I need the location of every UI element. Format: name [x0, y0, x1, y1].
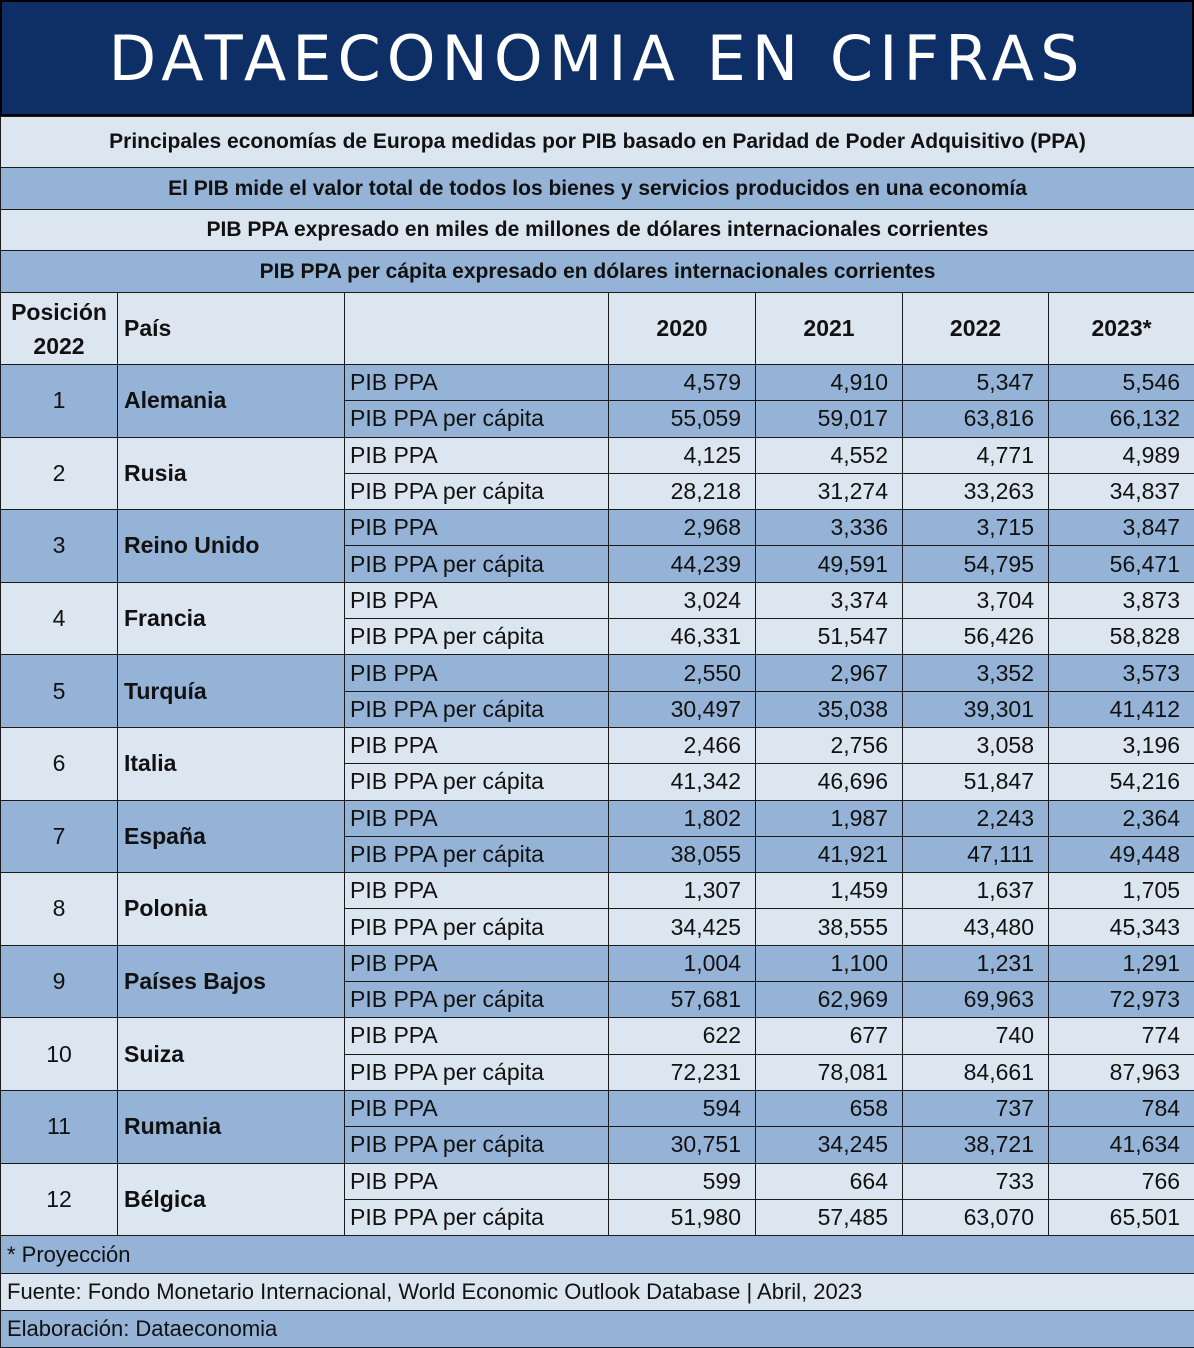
- value-cell: 1,459: [756, 873, 903, 909]
- indicator-cell: PIB PPA per cápita: [345, 546, 609, 582]
- indicator-cell: PIB PPA per cápita: [345, 982, 609, 1018]
- rank-cell: 4: [1, 582, 118, 655]
- table-row: [1, 1090, 1194, 1126]
- value-cell: 774: [1049, 1018, 1194, 1054]
- header-year-2022: 2022: [903, 293, 1049, 365]
- value-cell: 41,342: [609, 764, 756, 800]
- country-cell: Polonia: [118, 873, 345, 946]
- value-cell: 59,017: [756, 401, 903, 437]
- value-cell: 664: [756, 1163, 903, 1199]
- value-cell: 3,058: [903, 727, 1049, 763]
- value-cell: 622: [609, 1018, 756, 1054]
- indicator-cell: PIB PPA: [345, 365, 609, 401]
- country-cell: Francia: [118, 582, 345, 655]
- value-cell: 1,231: [903, 945, 1049, 981]
- banner: [0, 0, 1194, 116]
- value-cell: 3,196: [1049, 727, 1194, 763]
- value-cell: 2,968: [609, 510, 756, 546]
- value-cell: 62,969: [756, 982, 903, 1018]
- country-cell: Países Bajos: [118, 945, 345, 1018]
- source-note: Fuente: Fondo Monetario Internacional, World Economic Outlook Database | Abril, 2023: [1, 1274, 1194, 1311]
- value-cell: 1,637: [903, 873, 1049, 909]
- value-cell: 84,661: [903, 1054, 1049, 1090]
- unit-note-pib: PIB PPA expresado en miles de millones de dólares internacionales corrientes: [1, 210, 1194, 251]
- value-cell: 41,412: [1049, 691, 1194, 727]
- header-row: [1, 293, 1194, 365]
- rank-cell: 12: [1, 1163, 118, 1236]
- value-cell: 34,425: [609, 909, 756, 945]
- indicator-cell: PIB PPA per cápita: [345, 1199, 609, 1235]
- value-cell: 594: [609, 1090, 756, 1126]
- table-row: [1, 727, 1194, 763]
- value-cell: 72,231: [609, 1054, 756, 1090]
- header-year-2023: 2023*: [1049, 293, 1194, 365]
- definition-note: El PIB mide el valor total de todos los bienes y servicios producidos en una economía: [1, 168, 1194, 210]
- value-cell: 58,828: [1049, 619, 1194, 655]
- rank-cell: 10: [1, 1018, 118, 1091]
- indicator-cell: PIB PPA per cápita: [345, 1127, 609, 1163]
- definition-row: [1, 168, 1194, 210]
- country-cell: España: [118, 800, 345, 873]
- indicator-cell: PIB PPA per cápita: [345, 909, 609, 945]
- rank-cell: 9: [1, 945, 118, 1018]
- country-cell: Turquía: [118, 655, 345, 728]
- rank-cell: 3: [1, 510, 118, 583]
- header-position-label: Posición: [11, 299, 107, 325]
- country-cell: Reino Unido: [118, 510, 345, 583]
- value-cell: 51,847: [903, 764, 1049, 800]
- value-cell: 72,973: [1049, 982, 1194, 1018]
- unit-note-per-capita: PIB PPA per cápita expresado en dólares internacionales corrientes: [1, 251, 1194, 293]
- value-cell: 2,243: [903, 800, 1049, 836]
- value-cell: 1,705: [1049, 873, 1194, 909]
- value-cell: 39,301: [903, 691, 1049, 727]
- value-cell: 1,100: [756, 945, 903, 981]
- table-row: [1, 1018, 1194, 1054]
- value-cell: 57,485: [756, 1199, 903, 1235]
- value-cell: 63,070: [903, 1199, 1049, 1235]
- country-cell: Alemania: [118, 365, 345, 438]
- value-cell: 69,963: [903, 982, 1049, 1018]
- footnote-projection: * Proyección: [1, 1236, 1194, 1274]
- value-cell: 3,024: [609, 582, 756, 618]
- value-cell: 51,980: [609, 1199, 756, 1235]
- indicator-cell: PIB PPA: [345, 582, 609, 618]
- footer-row: [1, 1274, 1194, 1311]
- footer-row: [1, 1311, 1194, 1348]
- value-cell: 54,795: [903, 546, 1049, 582]
- value-cell: 63,816: [903, 401, 1049, 437]
- value-cell: 2,756: [756, 727, 903, 763]
- unit-note-per-capita-row: [1, 251, 1194, 293]
- value-cell: 766: [1049, 1163, 1194, 1199]
- indicator-cell: PIB PPA: [345, 1018, 609, 1054]
- rank-cell: 7: [1, 800, 118, 873]
- value-cell: 46,696: [756, 764, 903, 800]
- header-position: [1, 293, 118, 365]
- indicator-cell: PIB PPA per cápita: [345, 473, 609, 509]
- value-cell: 1,004: [609, 945, 756, 981]
- value-cell: 5,347: [903, 365, 1049, 401]
- table-row: [1, 800, 1194, 836]
- value-cell: 57,681: [609, 982, 756, 1018]
- indicator-cell: PIB PPA per cápita: [345, 1054, 609, 1090]
- value-cell: 784: [1049, 1090, 1194, 1126]
- indicator-cell: PIB PPA: [345, 510, 609, 546]
- value-cell: 4,579: [609, 365, 756, 401]
- indicator-cell: PIB PPA: [345, 655, 609, 691]
- indicator-cell: PIB PPA: [345, 873, 609, 909]
- value-cell: 55,059: [609, 401, 756, 437]
- value-cell: 1,802: [609, 800, 756, 836]
- value-cell: 41,634: [1049, 1127, 1194, 1163]
- value-cell: 740: [903, 1018, 1049, 1054]
- value-cell: 599: [609, 1163, 756, 1199]
- value-cell: 34,245: [756, 1127, 903, 1163]
- indicator-cell: PIB PPA: [345, 945, 609, 981]
- value-cell: 47,111: [903, 836, 1049, 872]
- value-cell: 66,132: [1049, 401, 1194, 437]
- value-cell: 1,291: [1049, 945, 1194, 981]
- credit-note: Elaboración: Dataeconomia: [1, 1311, 1194, 1348]
- value-cell: 56,426: [903, 619, 1049, 655]
- value-cell: 45,343: [1049, 909, 1194, 945]
- value-cell: 54,216: [1049, 764, 1194, 800]
- rank-cell: 5: [1, 655, 118, 728]
- table-row: [1, 582, 1194, 618]
- header-position-year: 2022: [33, 333, 84, 359]
- table-row: [1, 1163, 1194, 1199]
- value-cell: 41,921: [756, 836, 903, 872]
- indicator-cell: PIB PPA per cápita: [345, 401, 609, 437]
- banner-title: DATAECONOMIA EN CIFRAS: [109, 22, 1086, 95]
- value-cell: 49,448: [1049, 836, 1194, 872]
- country-cell: Rumania: [118, 1090, 345, 1163]
- indicator-cell: PIB PPA per cápita: [345, 764, 609, 800]
- table-row: [1, 873, 1194, 909]
- value-cell: 31,274: [756, 473, 903, 509]
- unit-note-row: [1, 210, 1194, 251]
- value-cell: 1,307: [609, 873, 756, 909]
- value-cell: 733: [903, 1163, 1049, 1199]
- indicator-cell: PIB PPA: [345, 800, 609, 836]
- country-cell: Suiza: [118, 1018, 345, 1091]
- subtitle: Principales economías de Europa medidas por PIB basado en Paridad de Poder Adquisitivo (PPA): [1, 117, 1194, 168]
- value-cell: 2,967: [756, 655, 903, 691]
- value-cell: 38,055: [609, 836, 756, 872]
- value-cell: 677: [756, 1018, 903, 1054]
- table-row: [1, 365, 1194, 401]
- footer-row: [1, 1236, 1194, 1274]
- value-cell: 3,374: [756, 582, 903, 618]
- value-cell: 3,573: [1049, 655, 1194, 691]
- value-cell: 4,910: [756, 365, 903, 401]
- indicator-cell: PIB PPA: [345, 727, 609, 763]
- table-row: [1, 437, 1194, 473]
- rank-cell: 8: [1, 873, 118, 946]
- value-cell: 3,715: [903, 510, 1049, 546]
- value-cell: 78,081: [756, 1054, 903, 1090]
- value-cell: 4,552: [756, 437, 903, 473]
- value-cell: 65,501: [1049, 1199, 1194, 1235]
- header-country: País: [118, 293, 345, 365]
- value-cell: 3,873: [1049, 582, 1194, 618]
- value-cell: 2,550: [609, 655, 756, 691]
- value-cell: 3,847: [1049, 510, 1194, 546]
- value-cell: 87,963: [1049, 1054, 1194, 1090]
- value-cell: 4,771: [903, 437, 1049, 473]
- value-cell: 3,336: [756, 510, 903, 546]
- value-cell: 4,125: [609, 437, 756, 473]
- indicator-cell: PIB PPA: [345, 437, 609, 473]
- rank-cell: 6: [1, 727, 118, 800]
- indicator-cell: PIB PPA per cápita: [345, 836, 609, 872]
- value-cell: 43,480: [903, 909, 1049, 945]
- value-cell: 1,987: [756, 800, 903, 836]
- header-year-2020: 2020: [609, 293, 756, 365]
- table-row: [1, 510, 1194, 546]
- indicator-cell: PIB PPA: [345, 1090, 609, 1126]
- value-cell: 5,546: [1049, 365, 1194, 401]
- country-cell: Italia: [118, 727, 345, 800]
- value-cell: 44,239: [609, 546, 756, 582]
- indicator-cell: PIB PPA: [345, 1163, 609, 1199]
- rank-cell: 1: [1, 365, 118, 438]
- value-cell: 35,038: [756, 691, 903, 727]
- value-cell: 2,364: [1049, 800, 1194, 836]
- value-cell: 658: [756, 1090, 903, 1126]
- value-cell: 737: [903, 1090, 1049, 1126]
- rank-cell: 2: [1, 437, 118, 510]
- rank-cell: 11: [1, 1090, 118, 1163]
- subtitle-row: [1, 117, 1194, 168]
- value-cell: 38,721: [903, 1127, 1049, 1163]
- value-cell: 56,471: [1049, 546, 1194, 582]
- country-cell: Rusia: [118, 437, 345, 510]
- value-cell: 46,331: [609, 619, 756, 655]
- value-cell: 49,591: [756, 546, 903, 582]
- value-cell: 33,263: [903, 473, 1049, 509]
- country-cell: Bélgica: [118, 1163, 345, 1236]
- value-cell: 28,218: [609, 473, 756, 509]
- value-cell: 4,989: [1049, 437, 1194, 473]
- value-cell: 34,837: [1049, 473, 1194, 509]
- value-cell: 2,466: [609, 727, 756, 763]
- value-cell: 51,547: [756, 619, 903, 655]
- gdp-table: [0, 116, 1194, 1348]
- header-indicator: [345, 293, 609, 365]
- value-cell: 3,704: [903, 582, 1049, 618]
- value-cell: 30,751: [609, 1127, 756, 1163]
- indicator-cell: PIB PPA per cápita: [345, 619, 609, 655]
- header-year-2021: 2021: [756, 293, 903, 365]
- value-cell: 38,555: [756, 909, 903, 945]
- value-cell: 3,352: [903, 655, 1049, 691]
- indicator-cell: PIB PPA per cápita: [345, 691, 609, 727]
- table-row: [1, 945, 1194, 981]
- table-row: [1, 655, 1194, 691]
- value-cell: 30,497: [609, 691, 756, 727]
